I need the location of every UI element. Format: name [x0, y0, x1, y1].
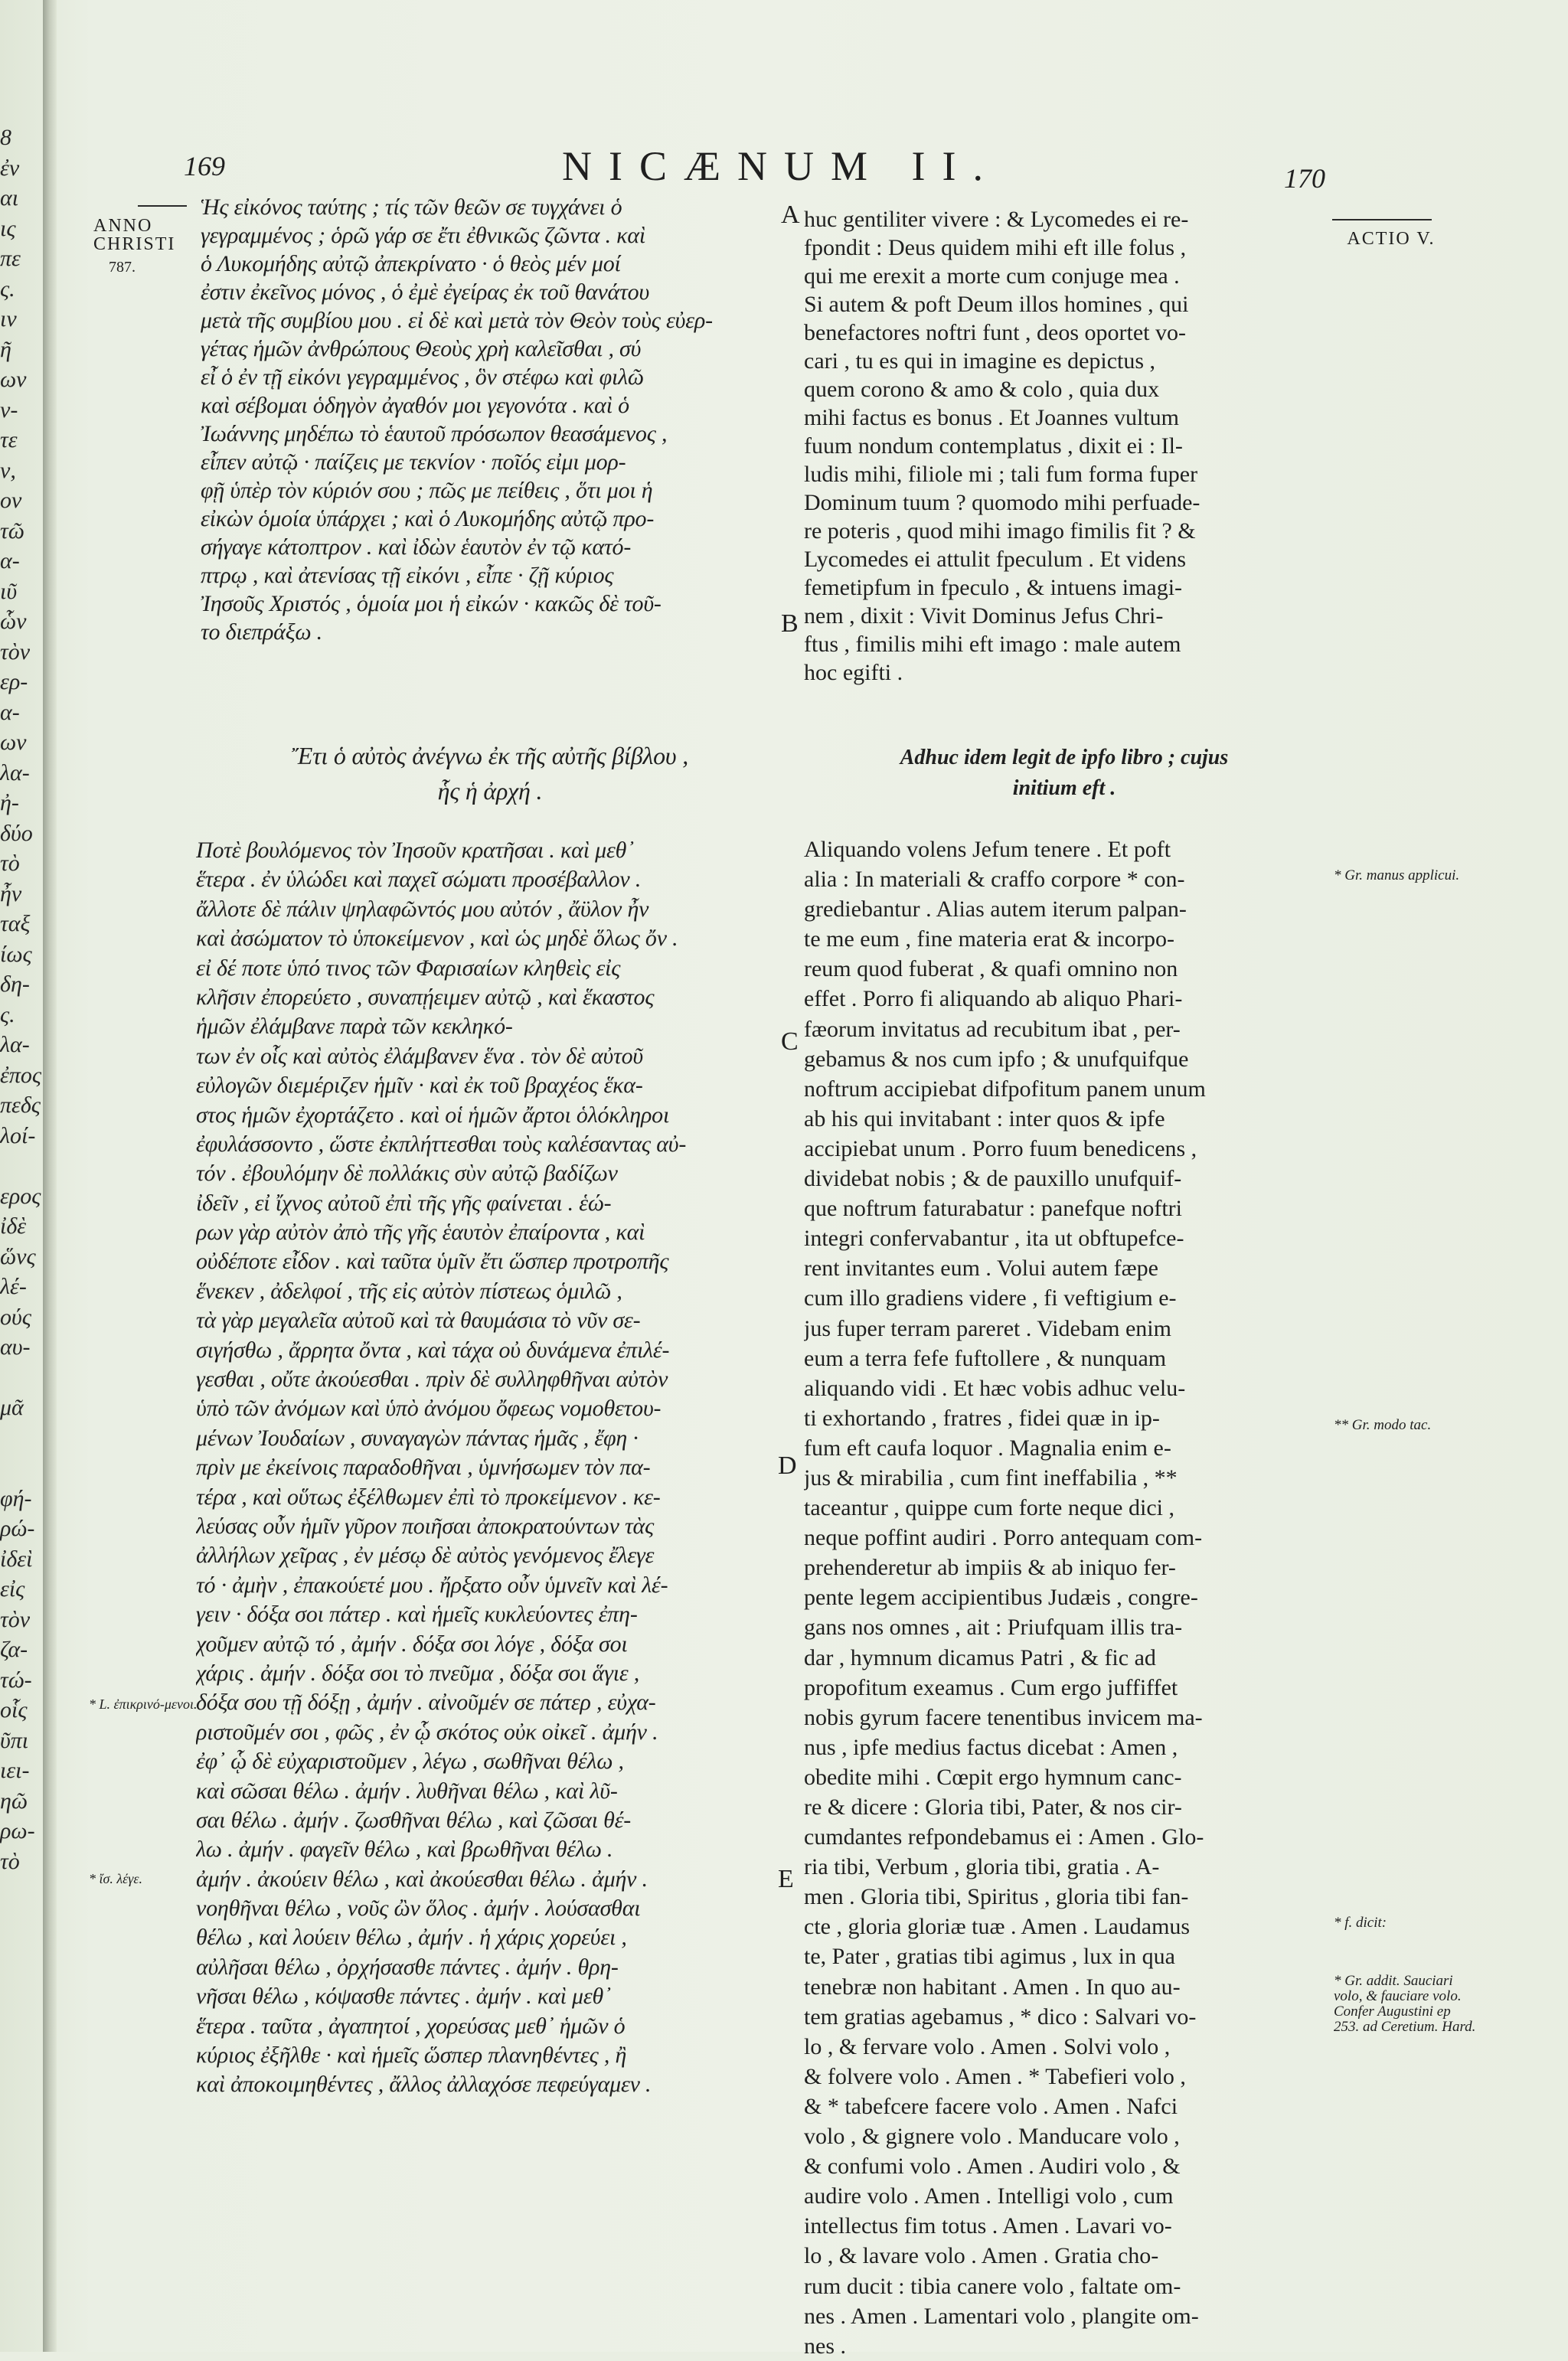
- facing-page-fragment: ῆ: [0, 336, 11, 362]
- latin-text-line: nem , dixit : Vivit Dominus Jefus Chri-: [804, 603, 1164, 629]
- left-note-2: * ἴσ. λέγε.: [89, 1871, 142, 1886]
- greek-text-line: ρων γὰρ αὐτὸν ἀπὸ τῆς γῆς ἑαυτὸν ἐπαίροντα , καὶ: [196, 1220, 645, 1246]
- latin-text-line: que noftrum faturabatur : panefque noftri: [804, 1196, 1182, 1222]
- facing-page-fragment: ιῦ: [0, 578, 18, 604]
- facing-page-fragment: πεδς: [0, 1092, 41, 1118]
- greek-text-line: ἄλλοτε δὲ πάλιν ψηλαφῶντός μου αὐτόν , ἄϋλον ἦν: [196, 896, 649, 922]
- facing-page-fragment: τε: [0, 427, 18, 452]
- latin-text-line: noftrum accipiebat difpofitum panem unum: [804, 1076, 1206, 1102]
- latin-text-line: nes . Amen . Lamentari volo , plangite om-: [804, 2303, 1199, 2329]
- latin-text-line: integri confervabantur , ita ut obftupefce-: [804, 1226, 1184, 1252]
- latin-text-line: nobis gyrum facere tenentibus invicem ma-: [804, 1704, 1203, 1730]
- facing-page-fragment: 8: [0, 125, 11, 150]
- greek-text-line: αὐλῆσαι θέλω , ὀρχήσασθε πάντες . ἀμήν . θρη-: [196, 1954, 619, 1980]
- anno-year: 787.: [109, 259, 136, 276]
- greek-text-line: γεσθαι , οὔτε ἀκούεσθαι . πρὶν δὲ συλληφθῆναι αὐτὸν: [196, 1367, 668, 1393]
- side-note-3: * f. dicit:: [1334, 1915, 1387, 1931]
- greek-text-line: Ποτὲ βουλόμενος τὸν Ἰησοῦν κρατῆσαι . καὶ μεθ᾽: [196, 838, 634, 863]
- facing-page-fragment: ς.: [0, 1001, 15, 1027]
- facing-page-fragment: ἐπος: [0, 1062, 42, 1088]
- latin-text-line: ab his qui invitabant : inter quos & ipfe: [804, 1105, 1165, 1132]
- section-letter-c: C: [781, 1027, 799, 1056]
- greek-text-line: νοηθῆναι θέλω , νοῦς ὢν ὅλος . ἀμήν . λούσασθαι: [196, 1896, 641, 1922]
- greek-text-line: ἀμήν . ἀκούειν θέλω , καὶ ἀκούεσθαι θέλω . ἀμήν .: [196, 1866, 648, 1892]
- greek-text-line: γεγραμμένος ; ὁρῶ γάρ σε ἔτι ἐθνικῶς ζῶντα . καὶ: [201, 223, 646, 248]
- latin-text-line: alia : In materiali & craffo corpore * con-: [804, 867, 1185, 893]
- latin-text-line: Aliquando volens Jefum tenere . Et poft: [804, 837, 1171, 862]
- facing-page-fragment: [0, 1363, 44, 1393]
- latin-text-line: reum quod fuberat , & quafi omnino non: [804, 956, 1178, 982]
- section-letter-d: D: [778, 1452, 797, 1480]
- greek-text-line: χάρις . ἀμήν . δόξα σοι τὸ πνεῦμα , δόξα σοι ἅγιε ,: [196, 1660, 640, 1686]
- latin-text-line: ludis mihi, filiole mi ; tali fum forma fuper: [804, 462, 1198, 487]
- greek-text-line: στος ἡμῶν ἐχορτάζετο . καὶ οἱ ἡμῶν ἄρτοι ὁλόκληροι: [196, 1102, 670, 1128]
- greek-text-line: καὶ ἀσώματον τὸ ὑποκείμενον , καὶ ὡς μηδὲ ὅλως ὄν .: [196, 926, 678, 952]
- greek-text-line: νῆσαι θέλω , κόψασθε πάντες . ἀμήν . καὶ μεθ᾽: [196, 1984, 611, 2010]
- anno-label: ANNO CHRISTI: [93, 216, 176, 254]
- greek-text-line: Ἡς εἰκόνος ταύτης ; τίς τῶν θεῶν σε τυγχάνει ὁ: [201, 194, 622, 220]
- greek-text-line: καὶ σῶσαι θέλω . ἀμήν . λυθῆναι θέλω , καὶ λῦ-: [196, 1778, 618, 1804]
- side-note-2: ** Gr. modo tac.: [1334, 1417, 1432, 1433]
- section-letter-e: E: [778, 1865, 794, 1893]
- latin-text-line: dividebat nobis ; & de pauxillo unufquif-: [804, 1166, 1182, 1192]
- running-title: NICÆNUM II.: [562, 143, 1000, 189]
- facing-page-fragment: τὸ: [0, 1848, 20, 1874]
- latin-text-line: prehenderetur ab impiis & ab iniquo fer-: [804, 1555, 1176, 1581]
- facing-page-fragment: [0, 1151, 44, 1181]
- latin-text-line: propofitum exeamus . Cum ergo juffiffet: [804, 1674, 1178, 1700]
- latin-text-line: fpondit : Deus quidem mihi eft ille folus ,: [804, 235, 1187, 260]
- latin-text-line: taceantur , quippe cum forte neque dici ,: [804, 1495, 1174, 1521]
- greek-text-line: ἐφ᾽ ᾧ δὲ εὐχαριστοῦμεν , λέγω , σωθῆναι θέλω ,: [196, 1749, 624, 1775]
- greek-column-top: [201, 193, 778, 646]
- greek-text-line: ἡμῶν ἐλάμβανε παρὰ τῶν κεκληκό-: [196, 1014, 513, 1040]
- actio-note: ACTIO V.: [1347, 229, 1436, 249]
- facing-page-fragment: ἰδὲ: [0, 1213, 27, 1239]
- latin-heading-line-2: initium eft .: [1012, 776, 1116, 800]
- greek-text-line: λεύσας οὖν ἡμῖν γῦρον ποιῆσαι ἀποκρατούντων τὰς: [196, 1513, 655, 1539]
- facing-page-fragment: ζα-: [0, 1637, 28, 1662]
- greek-text-line: εἰ δέ ποτε ὑπό τινος τῶν Φαρισαίων κληθεὶς εἰς: [196, 955, 621, 981]
- facing-page-fragment: δύο: [0, 820, 33, 846]
- latin-text-line: nes .: [804, 2333, 846, 2359]
- page-number-right: 170: [1284, 163, 1325, 194]
- greek-text-line: ἀλλήλων χεῖρας , ἐν μέσῳ δὲ αὐτὸς γενόμενος ἔλεγε: [196, 1543, 655, 1569]
- facing-page-fragment: λέ-: [0, 1274, 27, 1299]
- latin-text-line: cte , gloria gloriæ tuæ . Amen . Laudamus: [804, 1914, 1191, 1940]
- latin-text-line: audire volo . Amen . Intelligi volo , cum: [804, 2183, 1174, 2209]
- greek-text-line: των ἐν οἷς καὶ αὐτὸς ἐλάμβανεν ἕνα . τὸν δὲ αὐτοῦ: [196, 1043, 643, 1069]
- facing-page-fragment: εἰς: [0, 1576, 25, 1602]
- latin-text-line: re poteris , quod mihi imago fimilis fit ? &: [804, 518, 1196, 544]
- facing-page-fragment: ερος: [0, 1183, 41, 1209]
- facing-page-fragment: ὧν: [0, 609, 27, 634]
- facing-page-fragment: αι: [0, 185, 19, 211]
- greek-text-line: σιγήσθω , ἄρρητα ὄντα , καὶ τάχα οὐ δυνάμενα ἐπιλέ-: [196, 1337, 670, 1363]
- side-note-4: * Gr. addit. Sauciari volo, & fauciare volo. Confer Augustini ep 253. ad Ceretium. Hard.: [1334, 1973, 1476, 2035]
- greek-text-line: πρὶν με ἐκείνοις παραδοθῆναι , ὑμνήσωμεν τὸν πα-: [196, 1455, 651, 1481]
- latin-text-line: dar , hymnum dicamus Patri , & fic ad: [804, 1644, 1156, 1670]
- latin-text-line: jus & mirabilia , cum fint ineffabilia , **: [804, 1465, 1178, 1491]
- latin-text-line: rent invitantes eum . Volui autem fæpe: [804, 1256, 1158, 1282]
- greek-text-line: Ἰησοῦς Χριστός , ὁμοία μοι ἡ εἰκών · κακῶς δὲ τοῦ-: [201, 591, 662, 616]
- facing-page-fragment: τὸ: [0, 851, 20, 876]
- latin-text-line: lo , & fervare volo . Amen . Solvi volo ,: [804, 2033, 1171, 2059]
- greek-text-line: εἶπεν αὐτῷ · παίζεις με τεκνίον · ποῖός εἰμι μορ-: [201, 449, 626, 475]
- latin-text-line: rum ducit : tibia canere volo , faltate om-: [804, 2273, 1181, 2299]
- latin-text-line: & * tabefcere facere volo . Amen . Nafci: [804, 2093, 1178, 2119]
- facing-page-fragment: ιν: [0, 306, 17, 331]
- latin-column-top: [804, 205, 1325, 687]
- margin-rule-right: [1332, 219, 1432, 220]
- latin-text-line: aliquando vidi . Et hæc vobis adhuc velu-: [804, 1375, 1186, 1401]
- greek-text-line: ἕτερα . ἐν ὑλώδει καὶ παχεῖ σώματι προσέβαλλον .: [196, 867, 642, 893]
- latin-text-line: ria tibi, Verbum , gloria tibi, gratia . A-: [804, 1854, 1160, 1880]
- greek-text-line: λω . ἀμήν . φαγεῖν θέλω , καὶ βρωθῆναι θέλω .: [196, 1837, 613, 1863]
- facing-page-fragment: ν,: [0, 457, 16, 483]
- greek-heading-line-1: Ἔτι ὁ αὐτὸς ἀνέγνω ἐκ τῆς αὐτῆς βίβλου ,: [291, 742, 689, 769]
- latin-text-line: Si autem & poft Deum illos homines , qui: [804, 292, 1189, 317]
- facing-page-fragment: α-: [0, 699, 20, 725]
- latin-text-line: qui me erexit a morte cum conjuge mea .: [804, 263, 1180, 289]
- facing-page-fragment: ς.: [0, 276, 15, 302]
- facing-page-fragment: ον: [0, 488, 22, 513]
- greek-text-line: ριστοῦμέν σοι , φῶς , ἐν ᾧ σκότος οὐκ οἰκεῖ . ἀμήν .: [196, 1719, 658, 1745]
- section-letter-b: B: [781, 609, 799, 638]
- latin-text-line: fum eft caufa loquor . Magnalia enim e-: [804, 1435, 1171, 1461]
- latin-text-line: tenebræ non habitant . Amen . In quo au-: [804, 1974, 1181, 2000]
- greek-text-line: ἰδεῖν , εἰ ἴχνος αὐτοῦ ἐπὶ τῆς γῆς φαίνεται . ἑώ-: [196, 1190, 612, 1216]
- facing-page-fragment: τὸν: [0, 1606, 31, 1632]
- latin-text-line: femetipfum in fpeculo , & intuens imagi-: [804, 575, 1183, 600]
- facing-page-fragment: ίως: [0, 941, 32, 967]
- greek-text-line: μετὰ τῆς συμβίου μου . εἰ δὲ καὶ μετὰ τὸν Θεὸν τοὺς εὐερ-: [201, 308, 713, 333]
- latin-text-line: cumdantes refpondebamus ei : Amen . Glo-: [804, 1824, 1204, 1850]
- latin-text-line: volo , & gignere volo . Manducare volo ,: [804, 2124, 1180, 2150]
- facing-page-fragment: ηῶ: [0, 1788, 28, 1814]
- latin-section-heading: [850, 743, 1279, 804]
- greek-text-line: εἰκὼν ὁμοία ὑπάρχει ; καὶ ὁ Λυκομήδης αὐτῷ προ-: [201, 506, 655, 531]
- greek-text-line: τό · ἀμὴν , ἐπακούετέ μου . ἤρξατο οὖν ὑμνεῖν καὶ λέ-: [196, 1572, 668, 1598]
- greek-text-line: χοῦμεν αὐτῷ τό , ἀμήν . δόξα σοι λόγε , δόξα σοι: [196, 1631, 628, 1657]
- facing-page-fragment: ούς: [0, 1304, 31, 1330]
- facing-page-fragment: ταξ: [0, 911, 31, 936]
- facing-page-fragment: ιει-: [0, 1758, 30, 1783]
- latin-text-line: obedite mihi . Cœpit ergo hymnum canc-: [804, 1764, 1182, 1790]
- latin-text-line: mihi factus es bonus . Et Joannes vultum: [804, 405, 1179, 430]
- greek-text-line: σήγαγε κάτοπτρον . καὶ ἰδὼν ἑαυτὸν ἐν τῷ κατό-: [201, 534, 632, 560]
- greek-column-main: [196, 836, 778, 2100]
- greek-text-line: γέτας ἡμῶν ἀνθρώπους Θεοὺς χρὴ καλεῖσθαι , σύ: [201, 336, 642, 361]
- greek-text-line: κύριος ἐξῆλθε · καὶ ἡμεῖς ὥσπερ πλανηθέντες , ἢ: [196, 2043, 627, 2069]
- facing-page-fragment: τὸν: [0, 638, 31, 665]
- greek-text-line: ἕνεκεν , ἀδελφοί , τῆς εἰς αὐτὸν πίστεως ὁμιλῶ ,: [196, 1278, 622, 1304]
- latin-text-line: pente legem accipientibus Judæis , congre-: [804, 1585, 1198, 1611]
- latin-heading-line-1: Adhuc idem legit de ipfo libro ; cujus: [900, 746, 1229, 769]
- latin-text-line: intellectus fim totus . Amen . Lavari vo-: [804, 2213, 1172, 2239]
- latin-text-line: ftus , fimilis mihi eft imago : male autem: [804, 632, 1181, 657]
- latin-text-line: & folvere volo . Amen . * Tabefieri volo ,: [804, 2063, 1186, 2089]
- greek-text-line: τέρα , καὶ οὕτως ἐξέλθωμεν ἐπὶ τὸ προκείμενον . κε-: [196, 1484, 661, 1510]
- facing-page-fragment: μᾶ: [0, 1395, 24, 1420]
- facing-page-fragment: α-: [0, 548, 20, 573]
- greek-text-line: δόξα σου τῇ δόξῃ , ἀμήν . αἰνοῦμέν σε πάτερ , εὐχα-: [196, 1690, 656, 1716]
- greek-text-line: ὑπὸ τῶν ἀνόμων καὶ ὑπὸ ἀνόμου ὄφεως νομοθετου-: [196, 1396, 662, 1422]
- anno-christi-note: [93, 217, 185, 276]
- facing-page-fragment: ἰδεὶ: [0, 1546, 33, 1572]
- latin-text-line: lo , & lavare volo . Amen . Gratia cho-: [804, 2243, 1159, 2269]
- greek-text-line: κλῆσιν ἐπορεύετο , συναπῄειμεν αὐτῷ , καὶ ἕκαστος: [196, 984, 655, 1010]
- facing-page-fragment: φή-: [0, 1485, 32, 1511]
- left-note-1: * L. ἐπικρινό-μενοι.: [89, 1696, 198, 1712]
- facing-page-fragment: ρώ-: [0, 1516, 35, 1541]
- greek-text-line: ὁ Λυκομήδης αὐτῷ ἀπεκρίνατο · ὁ θεὸς μέν μοί: [201, 251, 621, 276]
- latin-text-line: ti exhortando , fratres , fidei quæ in ip-: [804, 1405, 1160, 1431]
- latin-text-line: te me eum , fine materia erat & incorpo-: [804, 926, 1174, 952]
- facing-page-fragment: λα-: [0, 1032, 30, 1057]
- facing-page-fragment: [0, 1423, 44, 1454]
- book-gutter: [43, 0, 57, 2352]
- page-number-left: 169: [184, 151, 225, 181]
- facing-page-fragment: ων: [0, 730, 27, 755]
- facing-page-fragment: ων: [0, 367, 27, 392]
- greek-section-heading: [222, 738, 758, 808]
- facing-page-fragment: ρω-: [0, 1818, 35, 1843]
- facing-page-fragment: λα-: [0, 759, 30, 785]
- facing-page-fragment: τῶ: [0, 518, 24, 544]
- greek-text-line: οὐδέποτε εἶδον . καὶ ταῦτα ὑμῖν ἔτι ὥσπερ προτροπῆς: [196, 1249, 669, 1275]
- greek-text-line: εὐλογῶν διεμέριζεν ἡμῖν · καὶ ἐκ τοῦ βραχέος ἕκα-: [196, 1073, 643, 1099]
- facing-page-fragment: ἦν: [0, 880, 22, 906]
- facing-page-fragment: δη-: [0, 972, 30, 997]
- latin-text-line: men . Gloria tibi, Spiritus , gloria tibi fan-: [804, 1884, 1189, 1910]
- greek-text-line: σαι θέλω . ἀμήν . ζωσθῆναι θέλω , καὶ ζῶσαι θέ-: [196, 1807, 632, 1833]
- greek-text-line: γειν · δόξα σοι πάτερ . καὶ ἡμεῖς κυκλεύοντες ἐπη-: [196, 1602, 638, 1628]
- latin-text-line: tem gratias agebamus , * dico : Salvari vo-: [804, 2003, 1197, 2030]
- latin-text-line: eum a terra fefe fuftollere , & nunquam: [804, 1345, 1167, 1371]
- greek-text-line: το διεπράξω .: [201, 619, 322, 645]
- latin-text-line: grediebantur . Alias autem iterum palpan-: [804, 896, 1187, 923]
- greek-text-line: Ἰωάννης μηδέπω τὸ ἑαυτοῦ πρόσωπον θεασάμενος ,: [201, 421, 668, 446]
- facing-page-fragment: ὥνς: [0, 1243, 36, 1269]
- facing-page-fragment: οἷς: [0, 1697, 28, 1723]
- greek-heading-line-2: ἧς ἡ ἀρχή .: [437, 777, 543, 805]
- facing-page-fragment: [0, 1453, 44, 1484]
- facing-page-fragments: [0, 122, 44, 2327]
- greek-text-line: πτρῳ , καὶ ἀτενίσας τῇ εἰκόνι , εἶπε · ζῇ κύριος: [201, 563, 614, 588]
- latin-text-line: cum illo gradiens videre , fi veftigium e-: [804, 1285, 1177, 1311]
- greek-text-line: τὰ γὰρ μεγαλεῖα αὐτοῦ καὶ τὰ θαυμάσια τὸ νῦν σε-: [196, 1308, 641, 1334]
- facing-page-fragment: ῦπι: [0, 1727, 29, 1753]
- latin-text-line: cari , tu es qui in imagine es depictus ,: [804, 348, 1156, 374]
- greek-text-line: εἶ ὁ ἐν τῇ εἰκόνι γεγραμμένος , ὃν στέφω καὶ φιλῶ: [201, 364, 644, 390]
- facing-page-fragment: ερ-: [0, 669, 28, 694]
- latin-text-line: fæorum invitatus ad recubitum ibat , per-: [804, 1016, 1181, 1042]
- latin-text-line: accipiebat unum . Porro fuum benedicens ,: [804, 1135, 1197, 1161]
- latin-text-line: hoc egifti .: [804, 660, 903, 685]
- facing-page-fragment: τώ-: [0, 1667, 32, 1693]
- greek-text-line: φῇ ὑπὲρ τὸν κύριόν σου ; πῶς με πείθεις , ὅτι μοι ἡ: [201, 478, 653, 503]
- latin-text-line: benefactores noftri funt , deos oportet vo-: [804, 320, 1186, 345]
- greek-text-line: ἐστιν ἐκεῖνος μόνος , ὁ ἐμὲ ἐγείρας ἐκ τοῦ θανάτου: [201, 279, 650, 305]
- greek-text-line: ἐφυλάσσοντο , ὥστε ἐκπλήττεσθαι τοὺς καλέσαντας αὐ-: [196, 1131, 687, 1157]
- greek-text-line: μένων Ἰουδαίων , συναγαγὼν πάντας ἡμᾶς , ἔφη ·: [196, 1425, 639, 1451]
- latin-text-line: Lycomedes ei attulit fpeculum . Et videns: [804, 547, 1187, 572]
- facing-page-fragment: αυ-: [0, 1334, 31, 1360]
- facing-page-fragment: πε: [0, 246, 21, 271]
- greek-text-line: καὶ ἀποκοιμηθέντες , ἄλλος ἀλλαχόσε πεφεύγαμεν .: [196, 2072, 652, 2098]
- facing-page-fragment: λοί-: [0, 1122, 36, 1148]
- latin-text-line: neque poffint audiri . Porro antequam com-: [804, 1525, 1203, 1551]
- facing-page-fragment: ν-: [0, 397, 18, 423]
- latin-text-line: effet . Porro fi aliquando ab aliquo Phari-: [804, 986, 1183, 1012]
- latin-text-line: nus , ipfe medius factus dicebat : Amen ,: [804, 1734, 1178, 1760]
- latin-text-line: te, Pater , gratias tibi agimus , lux in qua: [804, 1944, 1175, 1970]
- latin-text-line: fuum nondum contemplatus , dixit ei : Il-: [804, 433, 1183, 459]
- latin-text-line: jus fuper terram pareret . Videbam enim: [804, 1315, 1171, 1341]
- facing-page-fragment: ἐν: [0, 155, 20, 181]
- latin-text-line: re & dicere : Gloria tibi, Pater, & nos cir-: [804, 1794, 1182, 1820]
- section-letter-a: A: [781, 201, 800, 229]
- greek-text-line: τόν . ἐβουλόμην δὲ πολλάκις σὺν αὐτῷ βαδίζων: [196, 1161, 618, 1187]
- latin-text-line: & confumi volo . Amen . Audiri volo , &: [804, 2154, 1181, 2180]
- greek-text-line: ἕτερα . ταῦτα , ἀγαπητοί , χορεύσας μεθ᾽ ἡμῶν ὁ: [196, 2013, 626, 2039]
- latin-text-line: quem corono & amo & colo , quia dux: [804, 377, 1160, 402]
- facing-page-fragment: ις: [0, 215, 16, 241]
- facing-page-fragment: ἠ-: [0, 790, 19, 815]
- latin-text-line: gebamus & nos cum ipfo ; & unufquifque: [804, 1046, 1189, 1072]
- latin-text-line: gans nos omnes , ait : Priufquam illis tra-: [804, 1615, 1183, 1641]
- side-note-1: * Gr. manus applicui.: [1334, 867, 1460, 883]
- greek-text-line: καὶ σέβομαι ὁδηγὸν ἀγαθόν μοι γεγονότα . καὶ ὁ: [201, 393, 629, 418]
- latin-text-line: Dominum tuum ? quomodo mihi perfuade-: [804, 490, 1200, 515]
- greek-text-line: θέλω , καὶ λούειν θέλω , ἀμήν . ἡ χάρις χορεύει ,: [196, 1925, 627, 1951]
- margin-rule-left: [138, 205, 187, 207]
- latin-column-main: [804, 834, 1325, 2361]
- latin-text-line: huc gentiliter vivere : & Lycomedes ei re-: [804, 207, 1189, 232]
